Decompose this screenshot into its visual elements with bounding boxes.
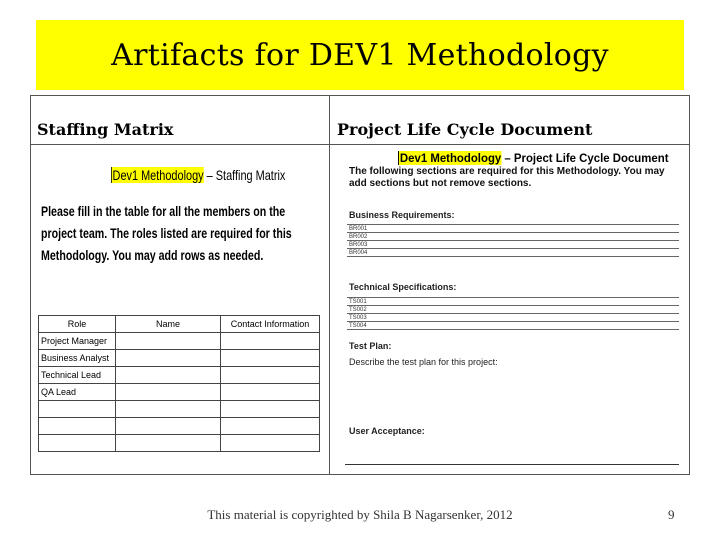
table-row (347, 233, 679, 241)
title-banner (36, 20, 684, 90)
technical-specifications-grid (347, 297, 679, 330)
technical-specifications-heading: Technical Specifications: (349, 282, 457, 292)
col-contact: Contact Information (221, 316, 320, 333)
business-requirements-grid (347, 224, 679, 257)
test-plan-heading: Test Plan: (349, 341, 392, 351)
table-row (347, 314, 679, 322)
role-cell: Business Analyst (39, 350, 116, 367)
staffing-doc-title-highlight: Dev1 Methodology (112, 167, 204, 183)
page-number: 9 (668, 507, 675, 522)
staffing-doc-title (111, 167, 285, 183)
column-divider (329, 96, 330, 474)
lifecycle-doc-title-rest: – Project Life Cycle Document (501, 151, 669, 165)
table-row (39, 401, 320, 418)
lifecycle-doc-heading: Project Life Cycle Document (337, 120, 593, 139)
role-cell: Project Manager (39, 333, 116, 350)
staffing-doc-paragraph: Please fill in the table for all the members on the project team. The roles listed are required for this Methodology. You may add rows as needed. (41, 203, 292, 263)
copyright-footer: This material is copyrighted by Shila B Nagarsenker, 2012 (207, 507, 513, 522)
table-row (347, 298, 679, 306)
ts-item: TS004 (347, 322, 679, 330)
slide-title: Artifacts for DEV1 Methodology (111, 37, 609, 73)
col-name: Name (116, 316, 221, 333)
role-cell: QA Lead (39, 384, 116, 401)
staffing-matrix-heading: Staffing Matrix (37, 120, 174, 139)
lifecycle-doc-title-highlight: Dev1 Methodology (399, 151, 502, 165)
br-item: BR002 (347, 233, 679, 241)
table-row (39, 384, 320, 401)
lifecycle-intro-line2: add sections but not remove sections. (349, 178, 532, 189)
lifecycle-doc-title (398, 151, 669, 165)
ts-item: TS003 (347, 314, 679, 322)
signature-line (345, 464, 679, 465)
table-row (39, 367, 320, 384)
artifacts-table (30, 95, 690, 475)
br-item: BR003 (347, 241, 679, 249)
br-item: BR004 (347, 249, 679, 257)
table-row (39, 435, 320, 452)
table-row (347, 249, 679, 257)
table-row (347, 322, 679, 330)
table-row (39, 350, 320, 367)
br-item: BR001 (347, 225, 679, 233)
ts-item: TS001 (347, 298, 679, 306)
header-divider (31, 144, 689, 145)
staffing-doc-title-rest: – Staffing Matrix (203, 167, 286, 183)
staffing-grid-header (39, 316, 320, 333)
table-row (347, 306, 679, 314)
col-role: Role (39, 316, 116, 333)
staffing-grid (38, 315, 320, 452)
user-acceptance-heading: User Acceptance: (349, 426, 425, 436)
ts-item: TS002 (347, 306, 679, 314)
table-row (347, 225, 679, 233)
table-row (39, 418, 320, 435)
role-cell: Technical Lead (39, 367, 116, 384)
test-plan-text: Describe the test plan for this project: (349, 357, 498, 367)
table-row (347, 241, 679, 249)
lifecycle-intro-line1: The following sections are required for this Methodology. You may (349, 166, 665, 177)
table-row (39, 333, 320, 350)
business-requirements-heading: Business Requirements: (349, 210, 455, 220)
